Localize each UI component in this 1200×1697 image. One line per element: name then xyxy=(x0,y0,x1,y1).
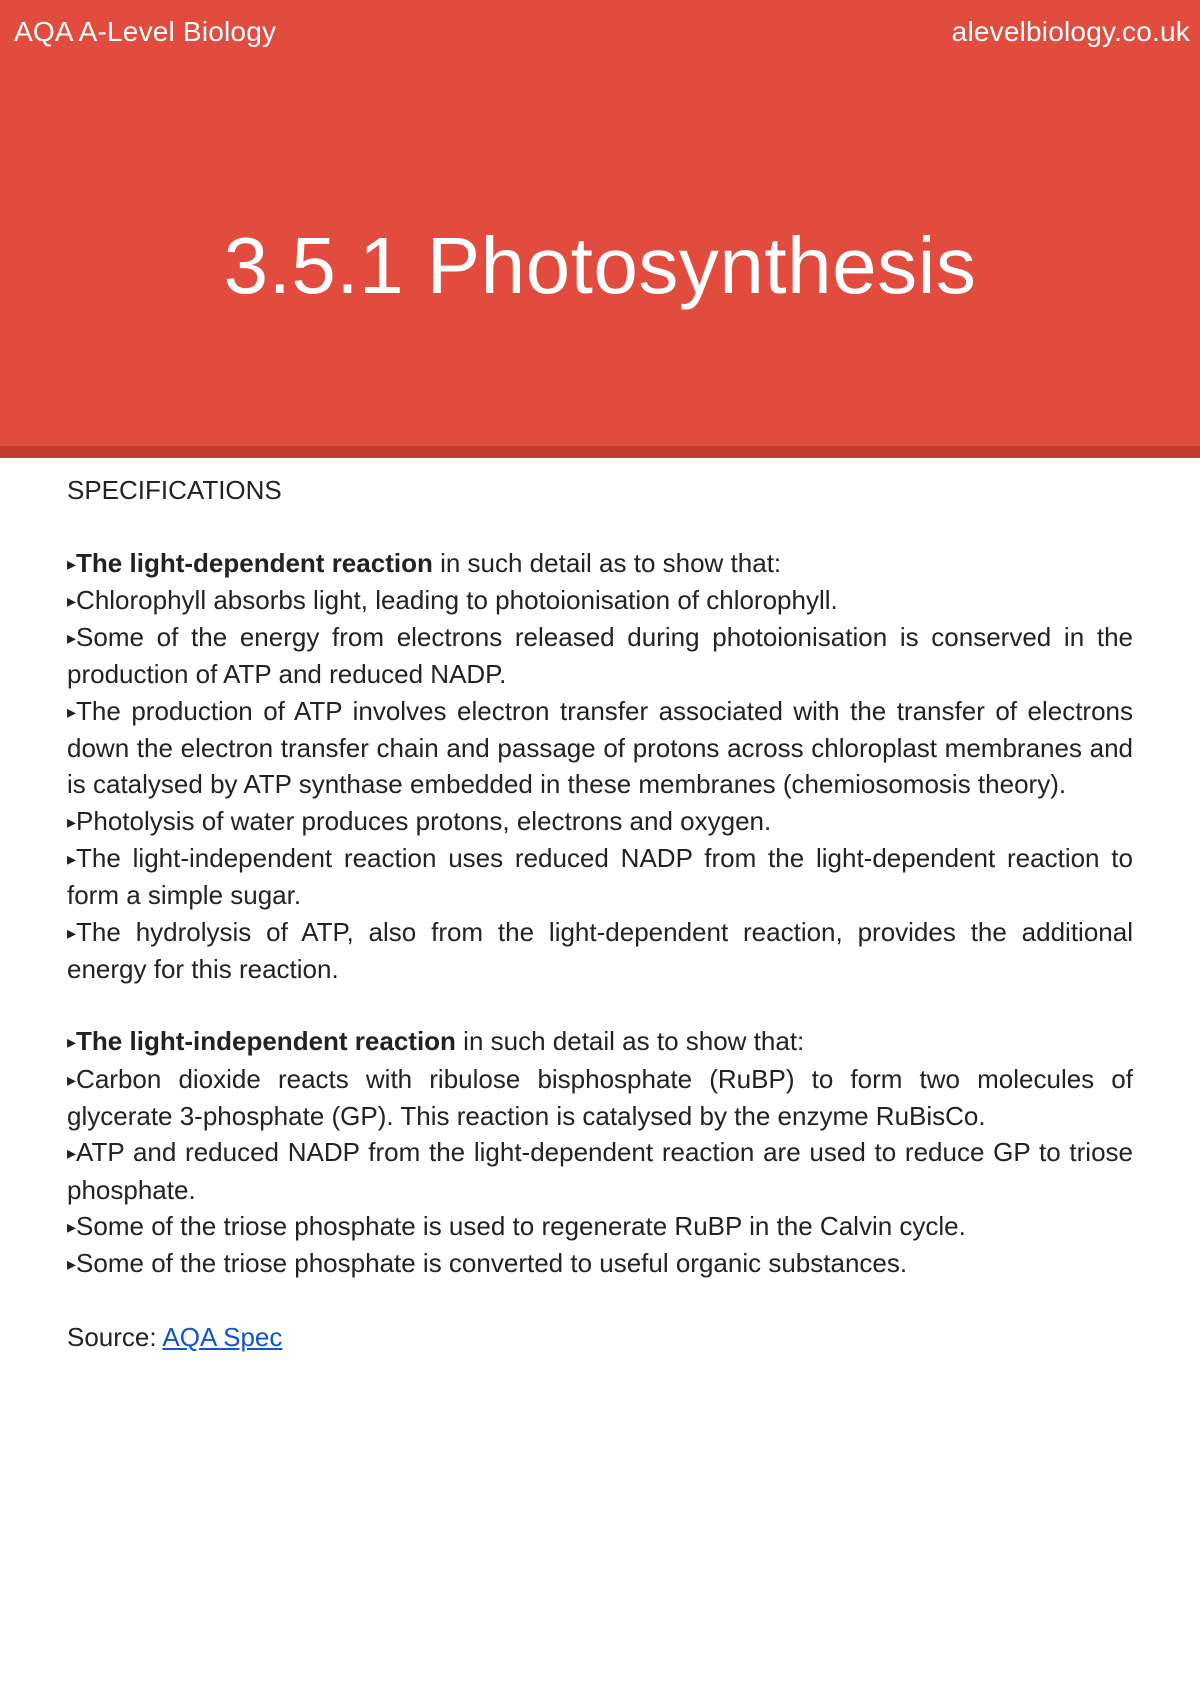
spec-item xyxy=(67,1245,1133,1282)
bullet-icon: ▸ xyxy=(67,848,77,869)
spec-item xyxy=(67,1061,1133,1135)
bullet-icon: ▸ xyxy=(67,922,77,943)
spec-item xyxy=(67,1134,1133,1208)
section-bold-title: The light-dependent reaction xyxy=(76,547,433,578)
course-label: AQA A-Level Biology xyxy=(14,16,277,47)
bullet-icon: ▸ xyxy=(67,701,77,722)
spec-item-text: Some of the triose phosphate is converted to useful organic substances. xyxy=(76,1248,908,1279)
spec-item xyxy=(67,619,1133,693)
spec-item xyxy=(67,1208,1133,1245)
spec-item-text: The hydrolysis of ATP, also from the light-dependent reaction, provides the additional energy for this reaction. xyxy=(67,916,1133,984)
spacer xyxy=(67,508,1133,544)
source-line xyxy=(67,1319,1133,1355)
bullet-icon: ▸ xyxy=(67,1069,77,1090)
specifications-heading: SPECIFICATIONS xyxy=(67,475,282,505)
bullet-icon: ▸ xyxy=(67,1254,77,1275)
section-lead-light-dependent xyxy=(67,545,1133,582)
bullet-icon: ▸ xyxy=(67,590,77,611)
spec-item-text: Carbon dioxide reacts with ribulose bisphosphate (RuBP) to form two molecules of glycerate 3-phosphate (GP). This reaction is catalysed by the enzyme RuBisCo. xyxy=(67,1063,1133,1132)
bullet-icon: ▸ xyxy=(67,1032,77,1053)
bullet-icon: ▸ xyxy=(67,553,77,574)
spec-item xyxy=(67,582,1133,619)
site-url: alevelbiology.co.uk xyxy=(951,16,1190,47)
spacer xyxy=(67,1283,1133,1319)
spec-item-text: The production of ATP involves electron transfer associated with the transfer of electrons down the electron transfer chain and passage of protons across chloroplast membranes and is catalysed by ATP synthase embedded in these membranes (chemiosomosis theory). xyxy=(67,695,1133,800)
section-lead-text: in such detail as to show that: xyxy=(432,547,782,578)
bullet-icon: ▸ xyxy=(67,1216,77,1237)
spec-item-text: Chlorophyll absorbs light, leading to photoionisation of chlorophyll. xyxy=(76,584,838,615)
page-title: 3.5.1 Photosynthesis xyxy=(223,221,977,310)
section-bold-title: The light-independent reaction xyxy=(76,1026,456,1057)
bullet-icon: ▸ xyxy=(67,1143,77,1164)
spec-item-text: Some of the triose phosphate is used to regenerate RuBP in the Calvin cycle. xyxy=(76,1210,966,1241)
specifications-section xyxy=(67,472,1133,1355)
spec-item xyxy=(67,693,1133,803)
bullet-icon: ▸ xyxy=(67,811,77,832)
spacer xyxy=(67,987,1133,1023)
spec-item-text: Some of the energy from electrons released during photoionisation is conserved in the production of ATP and reduced NADP. xyxy=(67,622,1133,690)
spec-item xyxy=(67,914,1133,988)
section-lead-light-independent xyxy=(67,1023,1133,1060)
bullet-icon: ▸ xyxy=(67,628,77,649)
aqa-spec-link[interactable]: AQA Spec xyxy=(162,1321,283,1352)
spec-item-text: ATP and reduced NADP from the light-dependent reaction are used to reduce GP to triose phosphate. xyxy=(67,1137,1133,1205)
spec-item xyxy=(67,803,1133,840)
source-label: Source: xyxy=(67,1321,163,1352)
spec-item-text: The light-independent reaction uses reduced NADP from the light-dependent reaction to form a simple sugar. xyxy=(67,842,1133,911)
spec-item-text: Photolysis of water produces protons, electrons and oxygen. xyxy=(76,805,772,836)
banner-bottom-strip xyxy=(0,446,1200,458)
section-lead-text: in such detail as to show that: xyxy=(455,1026,805,1057)
spec-item xyxy=(67,840,1133,914)
